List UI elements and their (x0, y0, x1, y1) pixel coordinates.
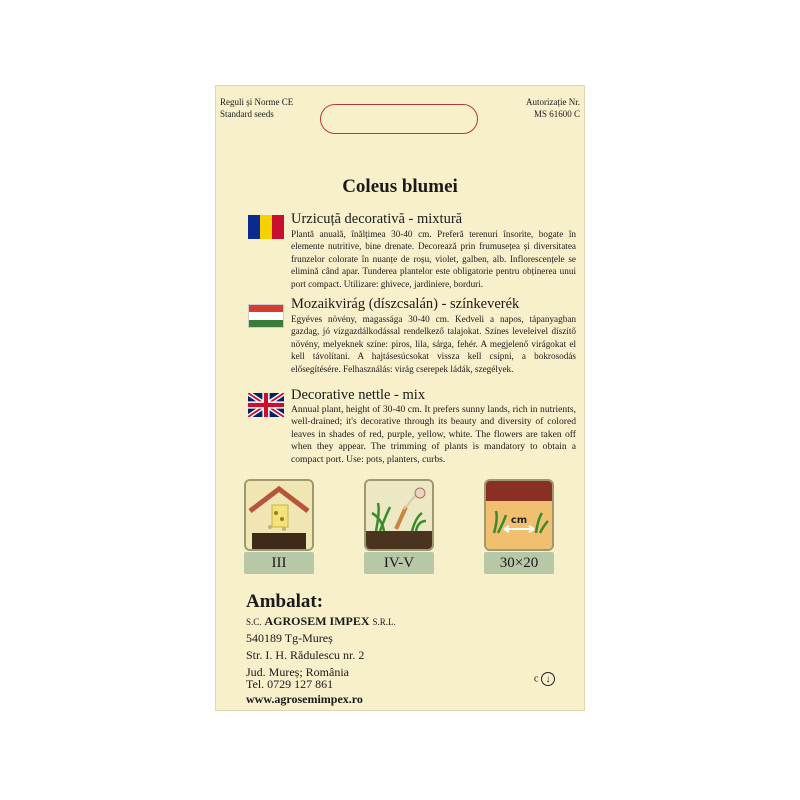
product-title: Coleus blumei (342, 176, 458, 197)
standards-note: Reguli și Norme CE Standard seeds (220, 97, 294, 119)
authorization-note: Autorizație Nr. MS 61600 C (526, 97, 580, 119)
transplant-icon (364, 479, 434, 551)
hungary-flag-icon (248, 304, 284, 328)
section-text: Egyéves növény, magassága 30-40 cm. Kedveli a napos, tápanyagban gazdag, jó vízgazdálkodással rendelkező talajokat. Színes leveleivel díszítő növény, melyeknek színe: piros, lila, sárga, fehér. A megjelenő virágokat el kell távolítani. A hajtásesúcsokat vissza kell csípni, a bokrosodás elősegítésére. Felhasználás: virág cserepek ládák, szegélyek. (291, 314, 576, 374)
indoor-sowing-icon (244, 479, 314, 551)
hang-hole-outline (320, 104, 478, 134)
address-line-1: 540189 Tg-Mureș (246, 631, 333, 645)
seed-packet-back (215, 85, 585, 711)
website-link[interactable]: www.agrosemimpex.ro (246, 692, 363, 706)
section-romanian (291, 211, 576, 290)
spacing-label: 30×20 (484, 552, 554, 574)
spacing-icon (484, 479, 554, 551)
section-text: Plantă anuală, înălțimea 30-40 cm. Preferă terenuri însorite, bogate în elemente nutritive, bine drenate. Decorează prin frumusețea și diversitatea frunzelor colorate în nuanțe de roșu, violet, galben, alb. Inflorescențele se elimină când apar. Tunderea plantelor este obligatorie pentru obținerea unui port compact. Utilizare: ghivece, jardiniere, borduri. (291, 229, 576, 289)
uk-flag-icon (248, 393, 284, 417)
address-line-2: Str. I. H. Rădulescu nr. 2 (246, 648, 365, 662)
section-hungarian (291, 296, 576, 375)
section-heading: Urzicuță decorativă - mixtură (291, 211, 463, 227)
sowing-month-label: III (244, 552, 314, 574)
section-heading: Decorative nettle - mix (291, 387, 426, 403)
info-icon: ↓ (541, 672, 555, 686)
company-line: S.C. AGROSEM IMPEX S.R.L. (246, 614, 396, 628)
packager-heading: Ambalat: (246, 591, 324, 612)
section-text: Annual plant, height of 30-40 cm. It prefers sunny lands, rich in nutrients, well-drained; it's decorative through its beauty and diversity of colored leaves in shades of red, purple, yellow, white. The flowers are taken off when they appear. The trimming of plants is mandatory to obtain a compact port. Use: pots, planters, curbs. (291, 404, 576, 465)
transplant-month-label: IV-V (364, 552, 434, 574)
copyleft-mark: c ↓ (534, 672, 555, 686)
section-heading: Mozaikvirág (díszcsalán) - színkeverék (291, 296, 520, 312)
spacing-unit: cm (510, 515, 528, 526)
section-english (291, 387, 576, 466)
phone-number: Tel. 0729 127 861 (246, 677, 334, 691)
address-line-3: Jud. Mureș; România (246, 665, 349, 679)
romania-flag-icon (248, 215, 284, 239)
